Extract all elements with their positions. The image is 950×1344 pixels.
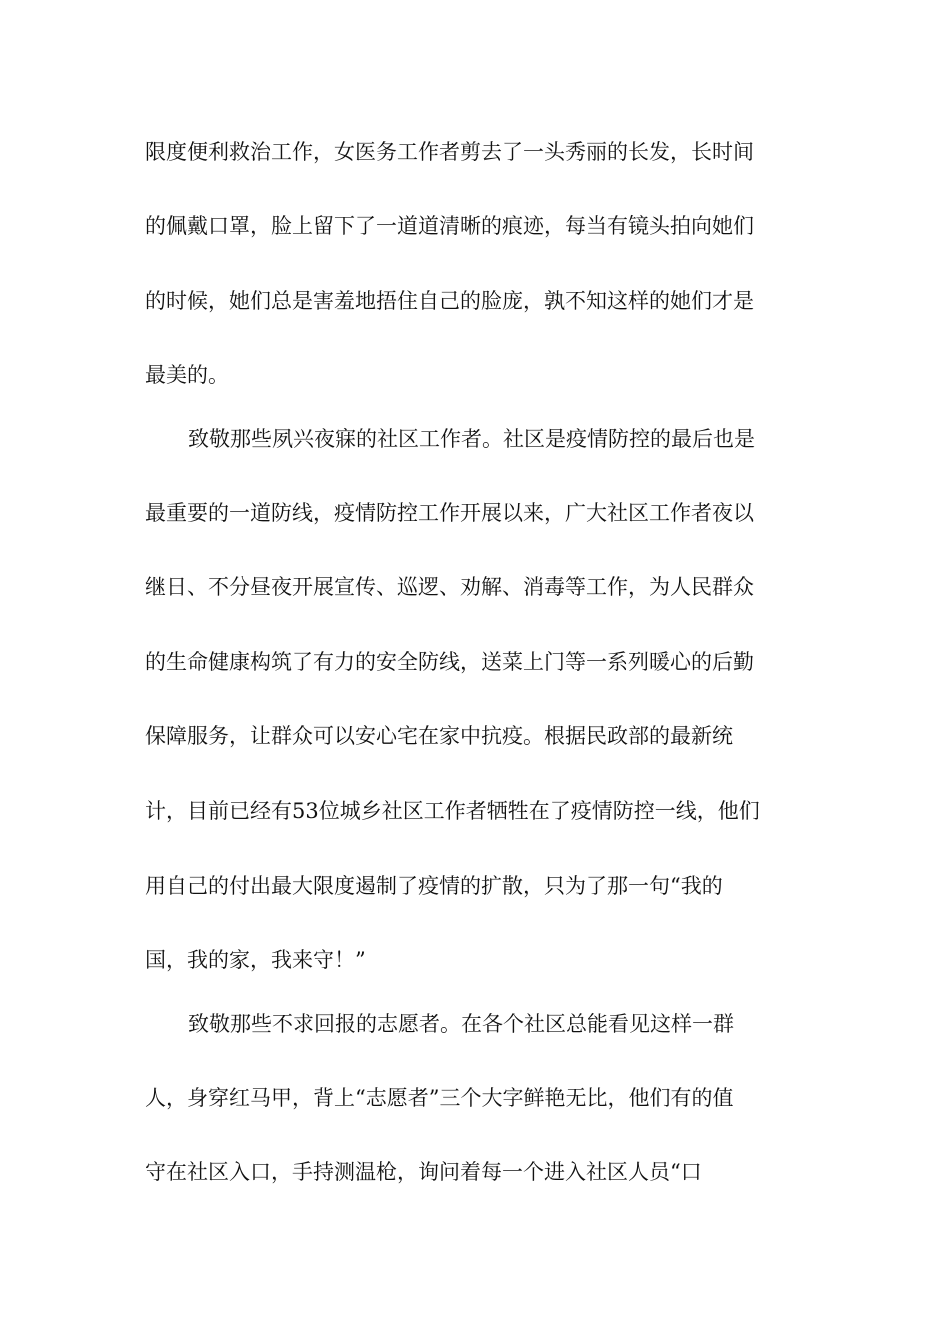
text-line: 最重要的一道防线，疫情防控工作开展以来，广大社区工作者夜以: [145, 501, 754, 525]
text-line: 限度便利救治工作，女医务工作者剪去了一头秀丽的长发，长时间: [145, 140, 754, 164]
text-line: 继日、不分昼夜开展宣传、巡逻、劝解、消毒等工作，为人民群众: [145, 575, 754, 599]
paragraph-first-line: 致敬那些夙兴夜寐的社区工作者。社区是疫情防控的最后也是: [188, 427, 755, 451]
text-line: 计，目前已经有53位城乡社区工作者牺牲在了疫情防控一线，他们: [145, 799, 760, 823]
text-line: 人，身穿红马甲，背上“志愿者”三个大字鲜艳无比，他们有的值: [145, 1086, 734, 1110]
text-line: 的佩戴口罩，脸上留下了一道道清晰的痕迹，每当有镜头拍向她们: [145, 214, 754, 238]
text-line: 用自己的付出最大限度遏制了疫情的扩散，只为了那一句“我的: [145, 874, 723, 898]
text-line: 国，我的家，我来守！”: [145, 948, 366, 972]
text-line: 保障服务，让群众可以安心宅在家中抗疫。根据民政部的最新统: [145, 724, 733, 748]
text-line: 守在社区入口，手持测温枪，询问着每一个进入社区人员“口: [145, 1160, 702, 1184]
paragraph-first-line: 致敬那些不求回报的志愿者。在各个社区总能看见这样一群: [188, 1012, 734, 1036]
text-line: 最美的。: [145, 363, 229, 387]
text-line: 的生命健康构筑了有力的安全防线，送菜上门等一系列暖心的后勤: [145, 650, 754, 674]
text-line: 的时候，她们总是害羞地捂住自己的脸庞，孰不知这样的她们才是: [145, 289, 754, 313]
